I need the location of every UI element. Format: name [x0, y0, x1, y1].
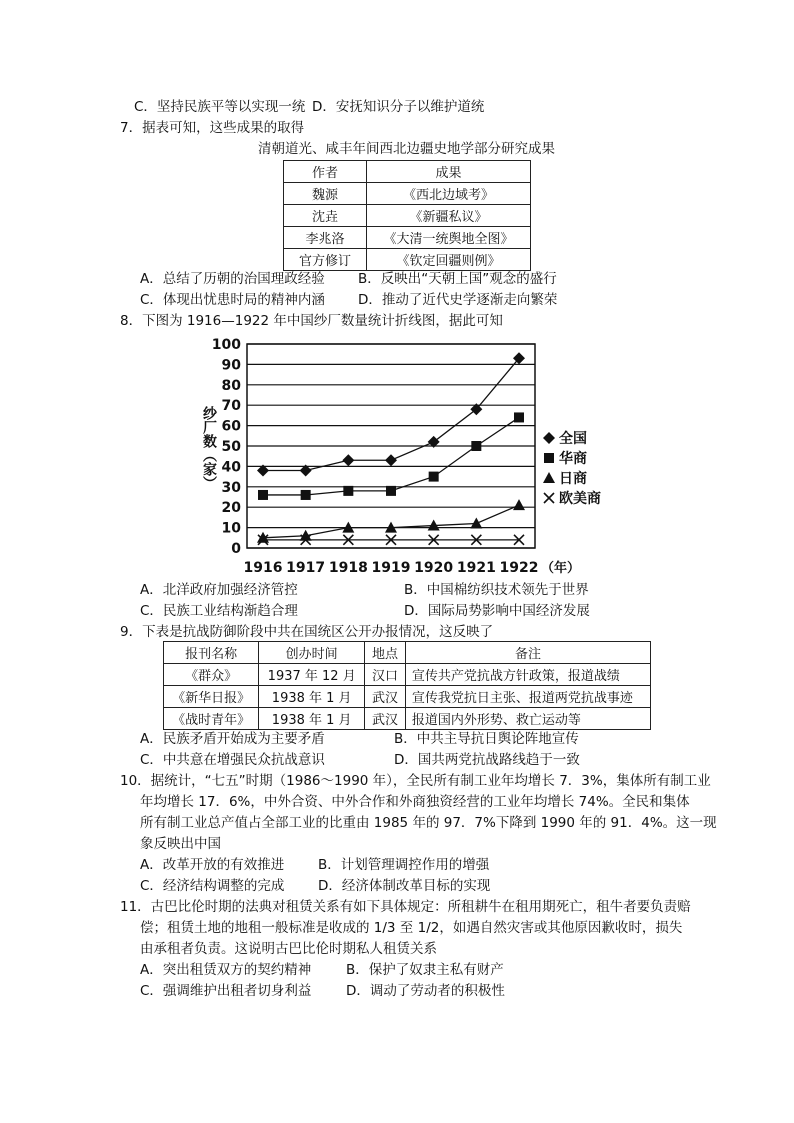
table-row [164, 686, 651, 708]
q10-option-b: B．计划管理调控作用的增强 [318, 857, 490, 873]
x-tick-label: 1916 [243, 560, 283, 576]
q9-header: 地点 [365, 642, 406, 664]
table-row [284, 249, 531, 271]
y-tick-label: 50 [221, 439, 241, 455]
y-tick-label: 90 [221, 357, 241, 374]
table-row [284, 205, 531, 227]
q7-cell: 《钦定回疆则例》 [367, 249, 531, 271]
q9-header: 报刊名称 [164, 642, 259, 664]
q9-cell: 武汉 [365, 708, 406, 730]
x-tick-label: 1919 [371, 560, 411, 576]
q9-option-a: A．民族矛盾开始成为主要矛盾 [140, 731, 325, 747]
data-point [514, 412, 524, 422]
data-point [301, 490, 311, 500]
q9-header: 创办时间 [259, 642, 365, 664]
q9-cell: 汉口 [365, 664, 406, 686]
q11-option-d: D．调动了劳动者的积极性 [346, 983, 505, 999]
q9-cell: 宣传共产党抗战方针政策，报道战绩 [405, 664, 650, 686]
q9-cell: 1937 年 12 月 [259, 664, 365, 686]
y-tick-label: 60 [221, 418, 241, 435]
y-axis-label: 纱厂数（家） [201, 406, 217, 490]
legend-label: 华商 [559, 451, 587, 467]
q7-stem: 7．据表可知，这些成果的取得 [120, 120, 305, 136]
x-tick-label: 1918 [328, 560, 368, 576]
q7-table-title: 清朝道光、咸丰年间西北边疆史地学部分研究成果 [258, 141, 555, 157]
q10-line-3: 所有制工业总产值占全部工业的比重由 1985 年的 97．7%下降到 1990 年的 91．4%。这一现 [140, 815, 717, 831]
q9-cell: 报道国内外形势、救亡运动等 [405, 708, 650, 730]
q11-line-2: 偿；租赁土地的地租一般标准是收成的 1/3 至 1/2，如遇自然灾害或其他原因歉收时，损失 [140, 920, 683, 936]
q10-option-c: C．经济结构调整的完成 [140, 878, 285, 894]
y-tick-label: 20 [221, 500, 241, 517]
q7-cell: 官方修订 [284, 249, 367, 271]
q9-cell: 1938 年 1 月 [259, 686, 365, 708]
q7-cell: 《西北边域考》 [367, 183, 531, 205]
series-line [263, 505, 519, 538]
table-row [164, 708, 651, 730]
q7-table [283, 160, 531, 271]
q7-header-work: 成果 [367, 161, 531, 183]
q7-cell: 《新疆私议》 [367, 205, 531, 227]
q7-cell: 沈垚 [284, 205, 367, 227]
q8-option-d: D．国际局势影响中国经济发展 [404, 603, 590, 619]
legend-label: 全国 [559, 431, 587, 447]
q7-option-b: B．反映出“天朝上国”观念的盛行 [358, 271, 557, 287]
y-tick-label: 70 [221, 398, 241, 415]
data-point [470, 518, 482, 529]
y-tick-label: 80 [221, 377, 241, 394]
q7-option-c: C．体现出忧患时局的精神内涵 [140, 292, 325, 308]
x-axis-label: （年） [541, 561, 581, 576]
data-point [386, 486, 396, 496]
series-line [263, 358, 519, 470]
q9-option-b: B．中共主导抗日舆论阵地宣传 [394, 731, 579, 747]
table-row [164, 664, 651, 686]
data-point [544, 453, 554, 463]
q6-option-d: D．安抚知识分子以维护道统 [312, 99, 485, 115]
x-tick-label: 1920 [414, 560, 454, 576]
data-point [385, 454, 397, 466]
q11-option-a: A．突出租赁双方的契约精神 [140, 962, 312, 978]
data-point [543, 472, 555, 483]
q9-cell: 《新华日报》 [164, 686, 259, 708]
q11-line-1: 11．古巴比伦时期的法典对租赁关系有如下具体规定：所租耕牛在租用期死亡，租牛者要负责赔 [120, 899, 691, 915]
q9-table [163, 641, 651, 730]
q11-option-b: B．保护了奴隶主私有财产 [346, 962, 504, 978]
q9-header: 备注 [405, 642, 650, 664]
q9-stem: 9．下表是抗战防御阶段中共在国统区公开办报情况，这反映了 [120, 624, 494, 640]
y-tick-label: 0 [231, 541, 241, 557]
q9-option-c: C．中共意在增强民众抗战意识 [140, 752, 325, 768]
q10-option-d: D．经济体制改革目标的实现 [318, 878, 491, 894]
legend-label: 日商 [559, 471, 587, 487]
y-tick-label: 30 [221, 479, 241, 496]
q8-line-chart [195, 330, 615, 580]
data-point [342, 454, 354, 466]
y-tick-label: 10 [221, 520, 241, 537]
q8-option-a: A．北洋政府加强经济管控 [140, 582, 298, 598]
q6-option-c: C．坚持民族平等以实现一统 [134, 99, 306, 115]
q10-line-1: 10．据统计，“七五”时期（1986～1990 年），全民所有制工业年均增长 7．3%，集体所有制工业 [120, 773, 711, 789]
q9-cell: 《战时青年》 [164, 708, 259, 730]
data-point [513, 499, 525, 510]
q10-line-2: 年均增长 17．6%，中外合资、中外合作和外商独资经营的工业年均增长 74%。全民和集体 [140, 794, 690, 810]
q7-cell: 魏源 [284, 183, 367, 205]
x-tick-label: 1917 [286, 560, 326, 576]
data-point [543, 432, 555, 444]
q8-option-c: C．民族工业结构渐趋合理 [140, 603, 298, 619]
q7-cell: 李兆洛 [284, 227, 367, 249]
q8-stem: 8．下图为 1916—1922 年中国纱厂数量统计折线图，据此可知 [120, 313, 503, 329]
table-row [284, 227, 531, 249]
q7-cell: 《大清一统舆地全图》 [367, 227, 531, 249]
data-point [471, 441, 481, 451]
data-point [544, 493, 554, 503]
q10-option-a: A．改革开放的有效推进 [140, 857, 285, 873]
data-point [258, 490, 268, 500]
q8-option-b: B．中国棉纺织技术领先于世界 [404, 582, 589, 598]
q11-line-3: 由承租者负责。这说明古巴比伦时期私人租赁关系 [140, 941, 437, 957]
q9-cell: 1938 年 1 月 [259, 708, 365, 730]
q9-cell: 《群众》 [164, 664, 259, 686]
data-point [429, 472, 439, 482]
q7-header-author: 作者 [284, 161, 367, 183]
q9-option-d: D．国共两党抗战路线趋于一致 [394, 752, 580, 768]
data-point [343, 486, 353, 496]
q7-option-d: D．推动了近代史学逐渐走向繁荣 [358, 292, 558, 308]
x-tick-label: 1921 [456, 560, 496, 576]
table-row [284, 183, 531, 205]
legend-label: 欧美商 [559, 491, 601, 507]
q9-cell: 武汉 [365, 686, 406, 708]
q10-line-4: 象反映出中国 [140, 836, 221, 852]
q11-option-c: C．强调维护出租者切身利益 [140, 983, 312, 999]
q7-option-a: A．总结了历朝的治国理政经验 [140, 271, 325, 287]
y-tick-label: 100 [211, 337, 241, 353]
q9-cell: 宣传我党抗日主张、报道两党抗战事迹 [405, 686, 650, 708]
y-tick-label: 40 [221, 459, 241, 476]
x-tick-label: 1922 [499, 560, 539, 576]
